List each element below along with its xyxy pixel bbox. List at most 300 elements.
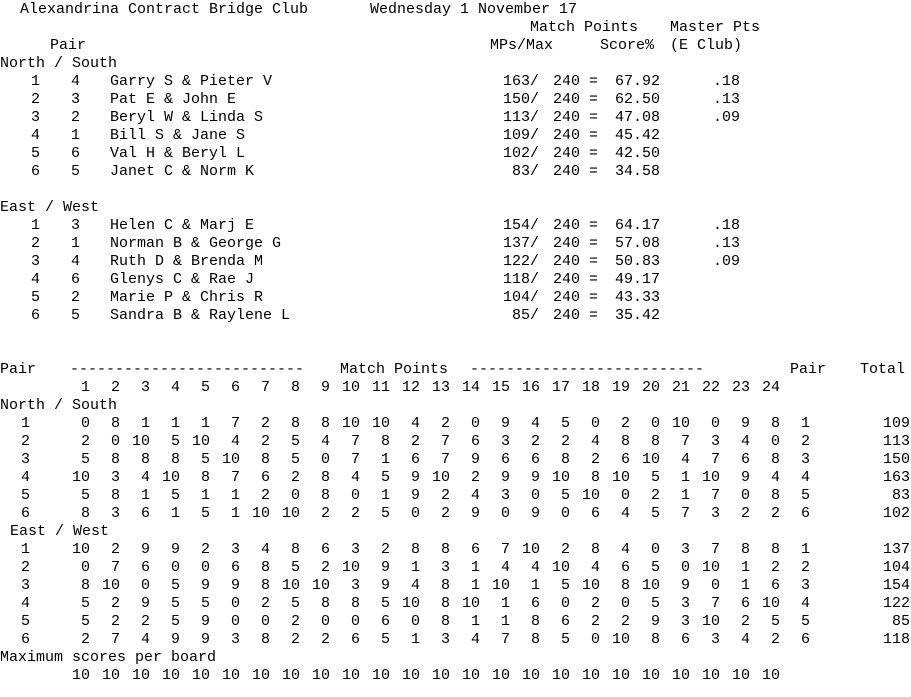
grid-row [0,451,911,469]
board-number: 15 [491,379,510,396]
slash: / [530,307,540,324]
pair-names: Norman B & George G [110,235,282,252]
board-score: 2 [110,541,120,558]
board-score: 2 [560,433,570,450]
pair-number: 3 [70,217,80,234]
board-score: 5 [170,595,180,612]
board-score: 10 [431,469,450,486]
board-score: 0 [710,577,720,594]
board-score: 3 [710,433,720,450]
equals: = [580,127,599,144]
board-score: 5 [290,559,300,576]
grid-pair-number-end: 6 [800,631,810,648]
pair-number: 5 [70,163,80,180]
grid-total: 122 [882,595,910,612]
board-score: 8 [260,631,270,648]
ranking-row [0,271,911,289]
board-score: 4 [410,577,420,594]
equals: = [580,289,599,306]
board-score: 2 [560,541,570,558]
board-score: 5 [560,487,570,504]
board-score: 0 [350,613,360,630]
board-score: 6 [320,541,330,558]
board-score: 1 [470,577,480,594]
grid-row [0,469,911,487]
equals: = [580,91,599,108]
grid-row [0,433,911,451]
board-score: 1 [680,469,690,486]
board-score: 9 [470,505,480,522]
board-number: 17 [551,379,570,396]
board-score: 10 [191,433,210,450]
board-score: 7 [680,433,690,450]
max-score: 10 [611,667,630,684]
board-score: 8 [440,577,450,594]
master-points: .18 [712,217,740,234]
slash: / [530,217,540,234]
pair-names: Sandra B & Raylene L [110,307,291,324]
score-percent: 62.50 [614,91,660,108]
board-number: 24 [761,379,780,396]
board-score: 1 [500,595,510,612]
score-percent: 64.17 [614,217,660,234]
board-score: 10 [521,541,540,558]
max-score: 10 [71,667,90,684]
slash: / [530,73,540,90]
board-score: 10 [101,577,120,594]
match-points: 83 [511,163,530,180]
grid-row [0,505,911,523]
board-number: 18 [581,379,600,396]
board-score: 8 [770,451,780,468]
board-score: 0 [170,559,180,576]
board-score: 2 [440,487,450,504]
board-number: 23 [731,379,750,396]
board-score: 3 [680,595,690,612]
board-score: 6 [470,433,480,450]
pair-names: Marie P & Chris R [110,289,264,306]
board-score: 0 [200,559,210,576]
board-score: 10 [311,577,330,594]
rank: 5 [30,289,40,306]
board-score: 5 [380,469,390,486]
board-score: 7 [500,541,510,558]
board-score: 10 [371,415,390,432]
board-score: 9 [740,415,750,432]
board-score: 8 [260,451,270,468]
equals: = [580,109,599,126]
grid-pair-number-end: 3 [800,451,810,468]
ranking-row [0,217,911,235]
grid-pair-number: 5 [20,613,30,630]
board-score: 4 [620,541,630,558]
rule-right: -------------------------- [470,361,705,378]
board-score: 8 [110,451,120,468]
max-scores-label-line [0,649,911,667]
pair-names: Val H & Beryl L [110,145,246,162]
max-score: 10 [191,667,210,684]
board-number: 8 [290,379,300,396]
board-score: 1 [470,559,480,576]
equals: = [580,307,599,324]
board-score: 9 [500,469,510,486]
board-score: 9 [170,541,180,558]
board-score: 2 [740,505,750,522]
max-score: 10 [251,667,270,684]
board-number: 5 [200,379,210,396]
board-score: 9 [170,631,180,648]
ranking-row [0,127,911,145]
equals: = [580,163,599,180]
board-score: 8 [290,415,300,432]
board-score: 8 [650,433,660,450]
board-score: 10 [491,577,510,594]
board-score: 2 [320,505,330,522]
board-score: 0 [80,415,90,432]
board-score: 0 [530,487,540,504]
board-score: 8 [740,541,750,558]
board-number: 19 [611,379,630,396]
grid-row [0,487,911,505]
board-score: 5 [80,595,90,612]
board-score: 3 [350,541,360,558]
rank: 1 [30,217,40,234]
board-score: 9 [470,451,480,468]
max-score: 10 [281,667,300,684]
board-score: 2 [110,613,120,630]
board-score: 5 [200,595,210,612]
rank: 1 [30,73,40,90]
board-score: 5 [170,577,180,594]
board-score: 9 [680,577,690,594]
rank: 6 [30,307,40,324]
board-score: 4 [410,415,420,432]
board-score: 0 [500,505,510,522]
score-percent: 57.08 [614,235,660,252]
board-score: 4 [530,415,540,432]
board-score: 1 [170,505,180,522]
equals: = [580,235,599,252]
board-score: 4 [140,631,150,648]
slash: / [530,163,540,180]
board-score: 8 [290,541,300,558]
slash: / [530,145,540,162]
max-score: 10 [581,667,600,684]
match-points: 154 [502,217,530,234]
ranking-row [0,289,911,307]
board-score: 4 [590,433,600,450]
ranking-row [0,235,911,253]
grid-total: 102 [882,505,910,522]
grid-col-pair: Pair [0,361,37,378]
board-score: 2 [770,559,780,576]
board-score: 6 [500,451,510,468]
board-score: 4 [260,541,270,558]
board-score: 8 [590,469,600,486]
slash: / [530,253,540,270]
board-score: 8 [380,433,390,450]
board-score: 8 [110,415,120,432]
board-score: 5 [200,505,210,522]
score-percent: 35.42 [614,307,660,324]
max-score: 10 [341,667,360,684]
board-score: 4 [680,451,690,468]
slash: / [530,289,540,306]
slash: / [530,109,540,126]
board-score: 6 [530,451,540,468]
board-score: 10 [71,541,90,558]
grid-section-direction: East / West [10,523,110,540]
score-percent: 47.08 [614,109,660,126]
equals: = [580,253,599,270]
grid-total: 150 [882,451,910,468]
board-score: 4 [230,433,240,450]
grid-pair-number-end: 1 [800,541,810,558]
board-score: 4 [470,631,480,648]
grid-total: 85 [891,613,910,630]
board-score: 8 [200,469,210,486]
board-score: 10 [581,487,600,504]
match-points: 104 [502,289,530,306]
board-score: 8 [320,595,330,612]
col-e-club: (E Club) [670,37,743,54]
master-points: .13 [712,235,740,252]
pair-number: 6 [70,145,80,162]
board-score: 8 [560,451,570,468]
max-points: 240 [552,307,580,324]
board-score: 3 [680,613,690,630]
board-score: 2 [320,559,330,576]
board-score: 6 [620,451,630,468]
board-score: 3 [710,631,720,648]
board-score: 8 [80,505,90,522]
grid-pair-number: 1 [20,541,30,558]
board-number: 1 [80,379,90,396]
board-number: 12 [401,379,420,396]
board-score: 8 [260,577,270,594]
max-points: 240 [552,127,580,144]
match-points: 113 [502,109,530,126]
ranking-row [0,163,911,181]
board-score: 1 [380,451,390,468]
board-score: 1 [200,487,210,504]
board-score: 10 [221,451,240,468]
board-score: 5 [560,577,570,594]
board-score: 5 [560,631,570,648]
board-score: 2 [530,433,540,450]
board-score: 7 [500,631,510,648]
rank: 2 [30,235,40,252]
board-score: 10 [131,433,150,450]
grid-pair-number-end: 4 [800,469,810,486]
board-score: 5 [80,613,90,630]
board-score: 7 [110,559,120,576]
max-score: 10 [551,667,570,684]
board-score: 4 [620,505,630,522]
board-score: 0 [710,415,720,432]
board-score: 2 [290,613,300,630]
board-number: 9 [320,379,330,396]
board-score: 3 [440,559,450,576]
grid-pair-number: 4 [20,469,30,486]
max-score: 10 [671,667,690,684]
grid-pair-number: 1 [20,415,30,432]
board-score: 3 [680,541,690,558]
match-points: 137 [502,235,530,252]
board-score: 0 [410,505,420,522]
board-score: 8 [590,541,600,558]
max-points: 240 [552,289,580,306]
header-line-2 [0,37,911,55]
board-score: 0 [410,613,420,630]
board-score: 8 [770,415,780,432]
board-score: 10 [461,595,480,612]
max-points: 240 [552,235,580,252]
board-score: 8 [620,577,630,594]
grid-title: Match Points [340,361,449,378]
grid-row [0,595,911,613]
board-score: 8 [530,631,540,648]
board-score: 3 [500,487,510,504]
board-score: 2 [350,505,360,522]
max-score: 10 [461,667,480,684]
board-score: 10 [641,451,660,468]
board-score: 0 [620,595,630,612]
grid-row [0,577,911,595]
board-number: 16 [521,379,540,396]
board-score: 9 [140,595,150,612]
max-points: 240 [552,163,580,180]
board-number: 21 [671,379,690,396]
grid-pair-number-end: 1 [800,415,810,432]
grid-pair-number: 6 [20,505,30,522]
max-points: 240 [552,91,580,108]
col-score-pct: Score% [600,37,655,54]
board-score: 0 [350,487,360,504]
rule-left: -------------------------- [70,361,305,378]
board-score: 2 [260,415,270,432]
max-score: 10 [491,667,510,684]
board-score: 2 [650,487,660,504]
board-score: 2 [320,631,330,648]
master-points: .13 [712,91,740,108]
pair-names: Glenys C & Rae J [110,271,255,288]
board-score: 6 [740,595,750,612]
board-score: 5 [380,631,390,648]
board-score: 0 [260,613,270,630]
board-number: 14 [461,379,480,396]
board-score: 6 [560,613,570,630]
board-score: 6 [350,631,360,648]
max-score: 10 [521,667,540,684]
board-score: 7 [350,451,360,468]
board-score: 5 [560,415,570,432]
slash: / [530,127,540,144]
board-score: 10 [761,595,780,612]
board-number: 13 [431,379,450,396]
max-score: 10 [431,667,450,684]
pair-names: Pat E & John E [110,91,237,108]
board-score: 3 [500,433,510,450]
board-score: 0 [620,487,630,504]
grid-total: 104 [882,559,910,576]
header-line-1 [0,19,911,37]
pair-names: Helen C & Marj E [110,217,255,234]
board-score: 8 [260,559,270,576]
grid-pair-number: 3 [20,577,30,594]
board-score: 2 [80,433,90,450]
pair-number: 4 [70,73,80,90]
board-score: 3 [110,469,120,486]
grid-total: 137 [882,541,910,558]
max-score: 10 [731,667,750,684]
board-score: 10 [611,469,630,486]
board-score: 8 [80,577,90,594]
col-master-pts: Master Pts [670,19,761,36]
board-score: 7 [710,451,720,468]
board-score: 0 [770,433,780,450]
board-score: 7 [710,487,720,504]
ranking-row [0,307,911,325]
pair-names: Garry S & Pieter V [110,73,273,90]
board-score: 9 [740,469,750,486]
board-score: 0 [650,541,660,558]
board-number: 7 [260,379,270,396]
pair-names: Bill S & Jane S [110,127,246,144]
max-score: 10 [371,667,390,684]
rank: 5 [30,145,40,162]
board-number: 22 [701,379,720,396]
board-score: 1 [140,415,150,432]
pair-names: Janet C & Norm K [110,163,255,180]
board-score: 2 [620,415,630,432]
ranking-row [0,109,911,127]
board-score: 5 [80,487,90,504]
max-score: 10 [761,667,780,684]
board-score: 5 [650,559,660,576]
board-score: 8 [140,451,150,468]
board-score: 2 [200,541,210,558]
grid-total: 154 [882,577,910,594]
board-score: 4 [470,487,480,504]
grid-row [0,415,911,433]
board-score: 6 [680,631,690,648]
score-percent: 67.92 [614,73,660,90]
board-score: 6 [530,595,540,612]
board-score: 6 [140,559,150,576]
board-score: 7 [680,505,690,522]
board-score: 4 [350,469,360,486]
board-score: 10 [701,559,720,576]
board-score: 0 [80,559,90,576]
board-score: 1 [410,631,420,648]
board-score: 4 [590,559,600,576]
board-score: 5 [200,451,210,468]
board-score: 0 [590,415,600,432]
pair-number: 3 [70,91,80,108]
grid-pair-number-end: 6 [800,505,810,522]
board-score: 0 [560,505,570,522]
equals: = [580,271,599,288]
board-score: 6 [770,577,780,594]
board-score: 6 [380,613,390,630]
match-points: 85 [511,307,530,324]
board-score: 7 [230,469,240,486]
board-score: 10 [551,559,570,576]
grid-pair-number-end: 2 [800,559,810,576]
board-number: 4 [170,379,180,396]
board-score: 2 [770,631,780,648]
